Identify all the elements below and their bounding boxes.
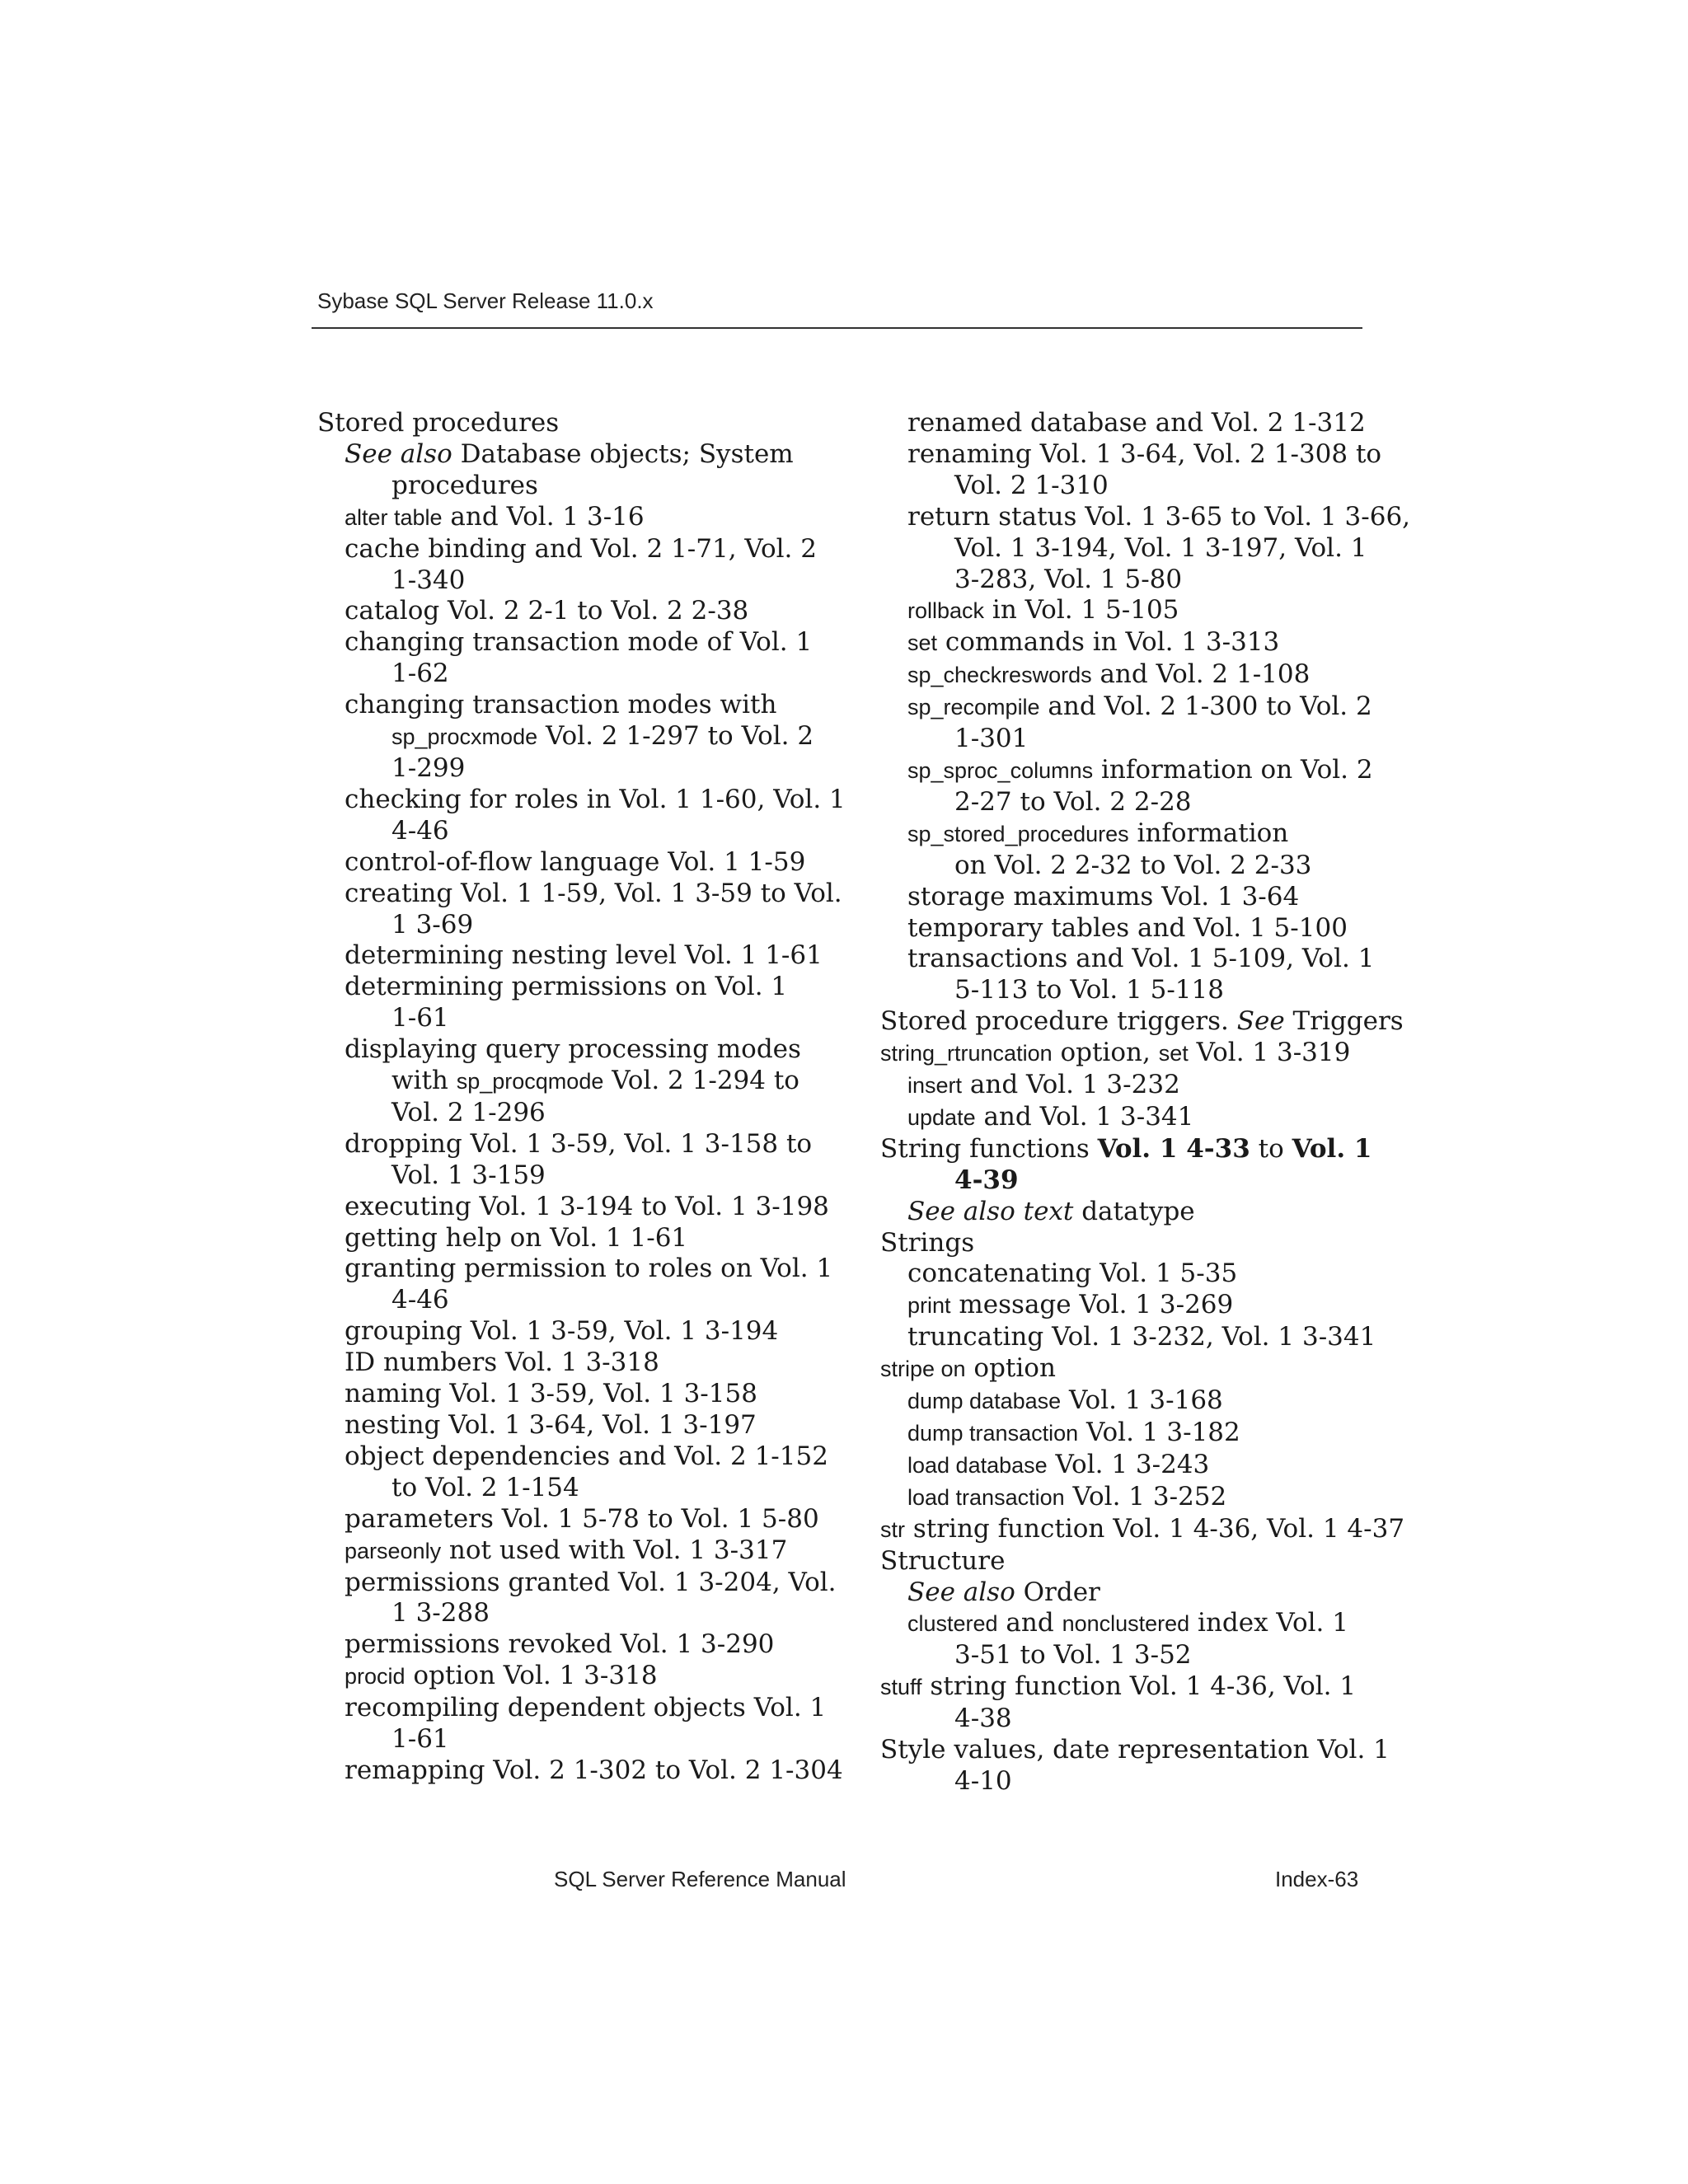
index-entry bbox=[880, 787, 1375, 818]
index-text: Vol. 2 1-296 bbox=[392, 1097, 546, 1127]
index-text: determining nesting level Vol. 1 1-61 bbox=[345, 940, 823, 971]
index-text: and Vol. 1 3-16 bbox=[442, 501, 645, 532]
index-text: object dependencies and Vol. 2 1-152 bbox=[345, 1441, 828, 1471]
footer-manual-title: SQL Server Reference Manual bbox=[554, 1867, 846, 1891]
index-entry bbox=[317, 1693, 828, 1724]
index-entry bbox=[317, 1441, 828, 1473]
index-text: 1 3-69 bbox=[392, 909, 474, 940]
index-text: Triggers bbox=[1284, 1006, 1404, 1037]
index-entry bbox=[880, 595, 1375, 627]
index-keyword: sp_recompile bbox=[907, 695, 1040, 720]
index-text: 1-61 bbox=[392, 1724, 449, 1755]
index-text: Vol. 2 1-310 bbox=[954, 470, 1109, 500]
index-entry bbox=[317, 1629, 828, 1661]
index-entry bbox=[317, 847, 828, 879]
index-keyword: print bbox=[907, 1293, 951, 1319]
index-entry bbox=[317, 1066, 828, 1098]
index-text: 4-46 bbox=[392, 815, 449, 846]
index-entry bbox=[317, 1003, 828, 1034]
index-entry bbox=[317, 408, 828, 439]
index-text: Vol. 2 1-297 to Vol. 2 bbox=[537, 721, 814, 752]
index-text: truncating Vol. 1 3-232, Vol. 1 3-341 bbox=[907, 1322, 1376, 1352]
index-text: 5-113 to Vol. 1 5-118 bbox=[954, 975, 1224, 1005]
index-keyword: string_rtruncation bbox=[880, 1041, 1053, 1066]
index-entry bbox=[317, 1535, 828, 1568]
index-column-right bbox=[880, 408, 1411, 1797]
index-text: See also bbox=[345, 438, 452, 469]
index-text: and bbox=[997, 1608, 1062, 1638]
index-text: Vol. 1 3-319 bbox=[1188, 1038, 1351, 1068]
index-entry bbox=[317, 1316, 828, 1347]
index-keyword: parseonly bbox=[345, 1538, 442, 1563]
index-entry bbox=[317, 1661, 828, 1693]
index-text: Vol. 1 3-159 bbox=[392, 1160, 546, 1190]
index-text: option, bbox=[1052, 1038, 1159, 1068]
index-text: changing transaction modes with bbox=[345, 690, 777, 720]
index-keyword: str bbox=[880, 1516, 905, 1542]
index-entry bbox=[880, 1197, 1375, 1228]
index-entry bbox=[880, 1165, 1375, 1197]
index-entry bbox=[317, 1504, 828, 1535]
index-keyword: load transaction bbox=[907, 1484, 1065, 1510]
index-text: return status Vol. 1 3-65 to Vol. 1 3-66, bbox=[907, 501, 1411, 532]
index-entry bbox=[880, 975, 1375, 1006]
index-entry bbox=[317, 753, 828, 785]
index-keyword: sp_procqmode bbox=[456, 1069, 604, 1094]
index-entry bbox=[880, 1482, 1375, 1514]
index-entry bbox=[880, 1546, 1375, 1577]
index-text: control-of-flow language Vol. 1 1-59 bbox=[345, 846, 806, 877]
index-text: 4-38 bbox=[954, 1704, 1012, 1734]
index-entry bbox=[317, 1473, 828, 1504]
index-text: temporary tables and Vol. 1 5-100 bbox=[907, 912, 1348, 943]
index-entry bbox=[880, 1766, 1375, 1797]
index-entry bbox=[317, 1254, 833, 1285]
index-entry bbox=[880, 1070, 1375, 1102]
index-keyword: set bbox=[1158, 1041, 1189, 1066]
index-text: option Vol. 1 3-318 bbox=[405, 1661, 658, 1691]
index-entry bbox=[880, 408, 1375, 439]
index-text: String functions bbox=[880, 1133, 1098, 1164]
index-entry bbox=[317, 502, 828, 534]
index-entry bbox=[317, 1160, 828, 1192]
index-text: commands in Vol. 1 3-313 bbox=[937, 627, 1280, 658]
index-entry bbox=[317, 1724, 828, 1755]
index-text: determining permissions on Vol. 1 bbox=[345, 972, 788, 1002]
index-text: 1 3-288 bbox=[392, 1598, 490, 1629]
running-header: Sybase SQL Server Release 11.0.x bbox=[317, 288, 654, 313]
index-keyword: dump transaction bbox=[907, 1421, 1079, 1446]
index-text: Vol. 1 4-33 bbox=[1097, 1133, 1250, 1164]
index-text: cache binding and Vol. 2 1-71, Vol. 2 bbox=[345, 533, 817, 564]
index-entry bbox=[880, 501, 1411, 533]
index-entry bbox=[880, 1513, 1405, 1546]
index-text: with bbox=[392, 1066, 457, 1096]
index-entry bbox=[317, 721, 828, 753]
index-text: 4-10 bbox=[954, 1765, 1012, 1796]
index-entry bbox=[880, 913, 1375, 944]
index-entry bbox=[317, 534, 828, 565]
index-entry bbox=[880, 565, 1375, 596]
index-keyword: sp_checkreswords bbox=[907, 663, 1092, 688]
index-entry bbox=[880, 1735, 1390, 1766]
index-text: index Vol. 1 bbox=[1189, 1608, 1348, 1638]
index-entry bbox=[317, 658, 828, 690]
index-text: Stored procedures bbox=[317, 408, 560, 438]
index-text: and Vol. 1 3-341 bbox=[975, 1101, 1194, 1132]
index-entry bbox=[317, 1598, 828, 1629]
header-rule bbox=[312, 327, 1362, 329]
index-text: to Vol. 2 1-154 bbox=[392, 1472, 579, 1502]
index-entry bbox=[880, 1608, 1375, 1640]
index-text: 1-301 bbox=[954, 724, 1029, 754]
index-text: recompiling dependent objects Vol. 1 bbox=[345, 1693, 827, 1723]
index-entry bbox=[880, 1671, 1375, 1704]
index-text: renaming Vol. 1 3-64, Vol. 2 1-308 to bbox=[907, 438, 1382, 469]
index-keyword: sp_stored_procedures bbox=[907, 821, 1129, 846]
index-entry bbox=[317, 1034, 828, 1066]
index-entry bbox=[317, 816, 828, 847]
index-text: and Vol. 2 1-300 to Vol. 2 bbox=[1039, 691, 1372, 722]
index-entry bbox=[317, 471, 828, 502]
index-text: ID numbers Vol. 1 3-318 bbox=[345, 1347, 659, 1378]
index-text: See also bbox=[907, 1577, 1015, 1607]
index-text: 4-39 bbox=[954, 1165, 1019, 1195]
index-text: nesting Vol. 1 3-64, Vol. 1 3-197 bbox=[345, 1410, 757, 1440]
footer-page-number: Index-63 bbox=[1275, 1867, 1359, 1891]
index-text: on Vol. 2 2-32 to Vol. 2 2-33 bbox=[954, 850, 1312, 880]
index-text: in Vol. 1 5-105 bbox=[984, 595, 1179, 626]
index-text: 1-62 bbox=[392, 658, 449, 689]
index-keyword: clustered bbox=[907, 1611, 998, 1637]
index-text: remapping Vol. 2 1-302 to Vol. 2 1-304 bbox=[345, 1755, 843, 1785]
index-keyword: dump database bbox=[907, 1389, 1062, 1414]
index-text: creating Vol. 1 1-59, Vol. 1 3-59 to Vol. bbox=[345, 878, 842, 908]
index-text: permissions granted Vol. 1 3-204, Vol. bbox=[345, 1567, 837, 1597]
index-entry bbox=[880, 1353, 1375, 1385]
index-entry bbox=[317, 1223, 828, 1254]
index-text: procedures bbox=[392, 470, 538, 500]
index-text: getting help on Vol. 1 1-61 bbox=[345, 1222, 688, 1253]
index-keyword: sp_procxmode bbox=[392, 724, 538, 750]
index-entry bbox=[317, 784, 846, 816]
index-entry bbox=[880, 944, 1375, 975]
index-text: See bbox=[1236, 1006, 1285, 1037]
index-entry bbox=[880, 627, 1375, 659]
index-entry bbox=[880, 818, 1375, 851]
index-entry bbox=[880, 533, 1375, 565]
index-text: Structure bbox=[880, 1545, 1006, 1576]
index-text: not used with Vol. 1 3-317 bbox=[441, 1535, 788, 1565]
index-entry bbox=[880, 1322, 1375, 1353]
index-text: 4-46 bbox=[392, 1285, 449, 1315]
index-entry bbox=[317, 1410, 828, 1441]
index-entry bbox=[880, 1006, 1404, 1038]
index-keyword: alter table bbox=[345, 504, 443, 530]
index-keyword: rollback bbox=[907, 598, 985, 624]
index-text: See also text bbox=[907, 1196, 1074, 1226]
index-text: information on Vol. 2 bbox=[1093, 754, 1373, 785]
index-text: 3-283, Vol. 1 5-80 bbox=[954, 564, 1183, 594]
index-entry bbox=[317, 1755, 843, 1787]
index-text: Vol. 1 bbox=[1292, 1133, 1372, 1164]
index-entry bbox=[317, 1285, 828, 1316]
index-entry bbox=[317, 439, 828, 471]
index-entry bbox=[880, 659, 1375, 691]
index-text: string function Vol. 1 4-36, Vol. 1 4-37 bbox=[905, 1513, 1405, 1544]
index-entry bbox=[317, 1098, 828, 1129]
index-entry bbox=[317, 1192, 828, 1223]
index-text: concatenating Vol. 1 5-35 bbox=[907, 1258, 1238, 1289]
index-keyword: stuff bbox=[880, 1675, 922, 1700]
index-text: granting permission to roles on Vol. 1 bbox=[345, 1254, 833, 1284]
index-keyword: insert bbox=[907, 1073, 963, 1099]
index-text: 1-61 bbox=[392, 1003, 449, 1033]
index-text: and Vol. 2 1-108 bbox=[1091, 659, 1311, 690]
index-text: parameters Vol. 1 5-78 to Vol. 1 5-80 bbox=[345, 1503, 819, 1534]
index-entry bbox=[317, 1347, 828, 1379]
index-entry bbox=[880, 724, 1375, 755]
index-entry bbox=[317, 940, 828, 972]
index-text: Database objects; System bbox=[452, 438, 794, 469]
index-keyword: procid bbox=[345, 1664, 406, 1690]
index-entry bbox=[317, 878, 842, 910]
index-text: displaying query processing modes bbox=[345, 1034, 801, 1065]
index-text: Vol. 1 3-168 bbox=[1061, 1385, 1223, 1416]
index-text: Vol. 1 3-182 bbox=[1078, 1418, 1240, 1447]
index-keyword: load database bbox=[907, 1452, 1048, 1478]
index-text: datatype bbox=[1073, 1196, 1195, 1226]
index-entry bbox=[880, 1258, 1375, 1290]
index-text: Vol. 1 3-194, Vol. 1 3-197, Vol. 1 bbox=[954, 532, 1367, 563]
index-entry bbox=[880, 1134, 1375, 1165]
index-entry bbox=[317, 1129, 828, 1160]
index-entry bbox=[317, 627, 828, 658]
index-text: grouping Vol. 1 3-59, Vol. 1 3-194 bbox=[345, 1316, 779, 1347]
index-text: executing Vol. 1 3-194 to Vol. 1 3-198 bbox=[345, 1191, 829, 1221]
index-entry bbox=[880, 1385, 1375, 1418]
index-text: storage maximums Vol. 1 3-64 bbox=[907, 881, 1300, 912]
index-column-left bbox=[317, 408, 846, 1787]
index-text: Strings bbox=[880, 1227, 975, 1258]
index-text: 2-27 to Vol. 2 2-28 bbox=[954, 786, 1192, 817]
index-entry bbox=[880, 1228, 1375, 1259]
index-text: 3-51 to Vol. 1 3-52 bbox=[954, 1640, 1192, 1671]
index-keyword: sp_sproc_columns bbox=[907, 757, 1094, 783]
index-text: and Vol. 1 3-232 bbox=[962, 1070, 1180, 1100]
index-text: permissions revoked Vol. 1 3-290 bbox=[345, 1629, 775, 1660]
index-text: option bbox=[965, 1353, 1056, 1384]
index-entry bbox=[880, 851, 1375, 882]
index-entry bbox=[880, 1418, 1375, 1450]
index-text: Vol. 1 3-243 bbox=[1047, 1449, 1210, 1479]
index-entry bbox=[317, 910, 828, 941]
index-entry bbox=[880, 1450, 1375, 1482]
index-keyword: set bbox=[907, 630, 938, 656]
index-entry bbox=[317, 972, 828, 1003]
index-entry bbox=[880, 882, 1375, 913]
index-text: changing transaction mode of Vol. 1 bbox=[345, 627, 813, 658]
index-entry bbox=[880, 1640, 1375, 1671]
index-entry bbox=[317, 1567, 837, 1599]
index-text: Order bbox=[1015, 1577, 1100, 1607]
index-entry bbox=[317, 1379, 828, 1410]
index-text: 1-299 bbox=[392, 752, 466, 783]
index-entry bbox=[880, 1102, 1375, 1134]
index-entry bbox=[880, 1038, 1375, 1070]
index-keyword: stripe on bbox=[880, 1357, 966, 1382]
index-text: Vol. 1 3-252 bbox=[1064, 1481, 1227, 1511]
index-text: renamed database and Vol. 2 1-312 bbox=[907, 408, 1366, 438]
index-text: string function Vol. 1 4-36, Vol. 1 bbox=[921, 1671, 1357, 1702]
index-entry bbox=[880, 691, 1375, 724]
index-entry bbox=[317, 565, 828, 597]
index-entry bbox=[880, 1577, 1375, 1609]
index-keyword: nonclustered bbox=[1062, 1611, 1190, 1637]
index-entry bbox=[317, 596, 828, 627]
index-keyword: update bbox=[907, 1104, 976, 1130]
index-text: message Vol. 1 3-269 bbox=[950, 1290, 1234, 1320]
index-text: catalog Vol. 2 2-1 to Vol. 2 2-38 bbox=[345, 596, 749, 626]
index-text: checking for roles in Vol. 1 1-60, Vol. 1 bbox=[345, 784, 846, 814]
index-entry bbox=[317, 690, 828, 721]
index-text: Stored procedure triggers. bbox=[880, 1006, 1237, 1037]
index-text: naming Vol. 1 3-59, Vol. 1 3-158 bbox=[345, 1379, 757, 1409]
index-text: transactions and Vol. 1 5-109, Vol. 1 bbox=[907, 944, 1375, 974]
index-entry bbox=[880, 1290, 1375, 1322]
index-text: to bbox=[1250, 1133, 1292, 1164]
index-entry bbox=[880, 755, 1375, 787]
index-entry bbox=[880, 438, 1382, 471]
index-text: dropping Vol. 1 3-59, Vol. 1 3-158 to bbox=[345, 1128, 813, 1159]
index-text: Vol. 2 1-294 to bbox=[603, 1066, 799, 1096]
index-text: 1-340 bbox=[392, 565, 466, 595]
index-entry bbox=[880, 471, 1375, 502]
index-text: Style values, date representation Vol. 1 bbox=[880, 1735, 1390, 1765]
index-entry bbox=[880, 1704, 1375, 1735]
index-text: information bbox=[1128, 818, 1289, 848]
